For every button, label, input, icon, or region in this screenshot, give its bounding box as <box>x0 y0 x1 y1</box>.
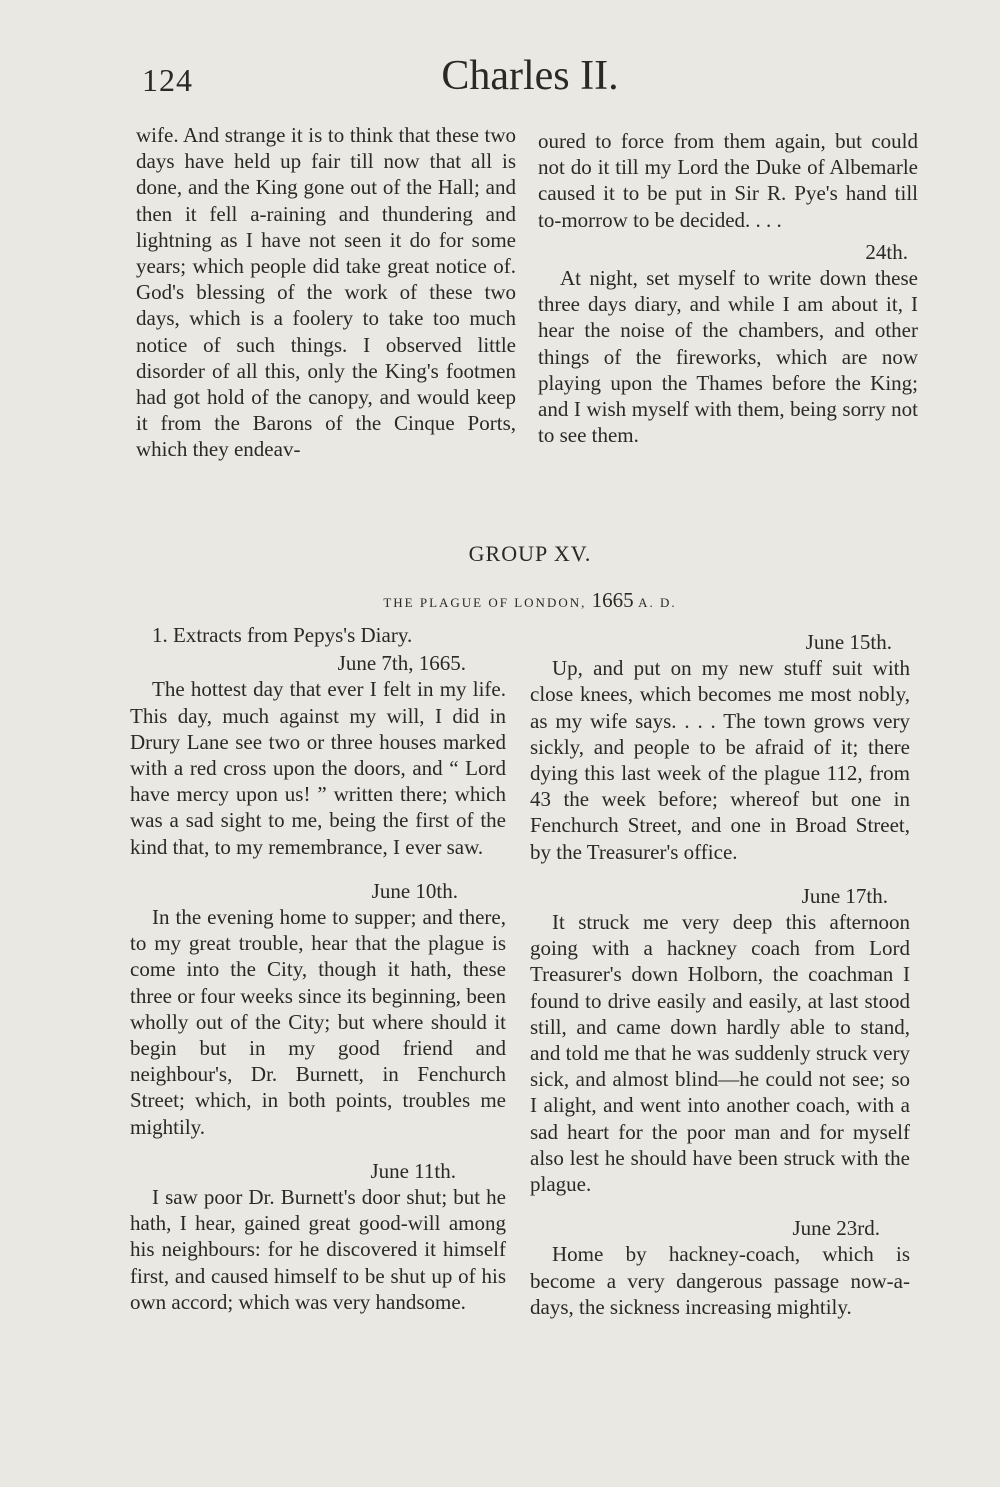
entry-text: It struck me very deep this afternoon going with a hackney coach from Lord Treasurer's down Holborn, the coachman I found to drive easily and easily, at last stood still, and came down hardly able to stand, and told me that he was suddenly struck very sick, and almost blind—he could not see; so I alight, and went into another coach, with a sad heart for the poor man and for myself also lest he should have been struck with the plague. <box>530 910 910 1197</box>
entry-text: I saw poor Dr. Burnett's door shut; but he hath, I hear, gained great good-will among his neighbours: for he discovered it himself first, and caused himself to be shut up of his own accord; which was very handsome. <box>130 1185 506 1314</box>
entry-date: June 15th. <box>805 630 892 654</box>
diary-entry <box>530 883 910 1197</box>
entry-text: In the evening home to supper; and there, to my great trouble, hear that the plague is come into the City, though it hath, these three or four weeks since its beginning, been wholly out of the City; but where should it begin but in my good friend and neighbour's, Dr. Burnett, in Fenchurch Street; which, in both points, troubles me mightily. <box>130 905 506 1139</box>
diary-entry <box>530 629 910 865</box>
section-subheading <box>0 588 1000 613</box>
item-title: 1. Extracts from Pepys's Diary. <box>152 623 413 647</box>
page-number: 124 <box>142 62 193 98</box>
subheading-era: A. D. <box>638 595 677 610</box>
entry-date: June 7th, 1665. <box>337 651 466 676</box>
group-heading: GROUP XV. <box>468 541 592 566</box>
subheading-text: THE PLAGUE OF LONDON, <box>383 595 587 610</box>
bottom-right-column <box>530 629 910 1338</box>
top-left-column <box>136 122 516 463</box>
top-right-column <box>538 128 918 448</box>
running-title: Charles II. <box>441 53 619 99</box>
entry-date: June 10th. <box>371 878 458 903</box>
entry-text: The hottest day that ever I felt in my life. This day, much against my will, I did in Drury Lane see two or three houses marked with a red cross upon the doors, and “ Lord have mercy upon us! ” written there; which was a sad sight to me, being the first of the kind that, to my remembrance, I ever saw. <box>130 677 506 859</box>
continued-paragraph: wife. And strange it is to think that these two days have held up fair till now that all is done, and the King gone out of the Hall; and then it fell a-raining and thundering and lightning as I have not seen it do for some years; which people did take great notice of. God's blessing of the work of these two days, which is a foolery to take too much notice of such things. I observed little disorder of all this, only the King's footmen had got hold of the canopy, and would keep it from the Barons of the Cinque Ports, which they endeav- <box>136 123 516 462</box>
diary-entry <box>130 650 506 860</box>
entry-date: June 23rd. <box>792 1216 880 1241</box>
entry-text: Up, and put on my new stuff suit with close knees, which becomes me most nobly, as my wife says. . . . The town grows very sickly, and people to be afraid of it; there dying this last week of the plague 112, from 43 the week before; whereof but one in Fenchurch Street, and one in Broad Street, by the Treasurer's office. <box>530 656 910 864</box>
bottom-left-column <box>130 622 506 1333</box>
diary-entry <box>130 878 506 1140</box>
entry-date: 24th. <box>865 239 908 264</box>
page-header <box>0 52 1000 112</box>
subheading-year: 1665 <box>591 588 634 612</box>
continued-paragraph-right: oured to force from them again, but could not do it till my Lord the Duke of Albemarle caused it to be put in Sir R. Pye's hand till to-morrow to be decided. . . . <box>538 129 918 232</box>
entry-text: At night, set myself to write down these three days diary, and while I am about it, I hear the noise of the chambers, and other things of the fireworks, which are now playing upon the Thames before the King; and I wish myself with them, being sorry not to see them. <box>538 266 918 448</box>
diary-entry <box>530 1215 910 1320</box>
entry-date: June 17th. <box>801 883 888 908</box>
diary-entry <box>130 1158 506 1315</box>
entry-text: Home by hackney-coach, which is become a very dangerous passage now-a-days, the sickness increasing mightily. <box>530 1242 910 1319</box>
entry-date: June 11th. <box>370 1158 456 1183</box>
